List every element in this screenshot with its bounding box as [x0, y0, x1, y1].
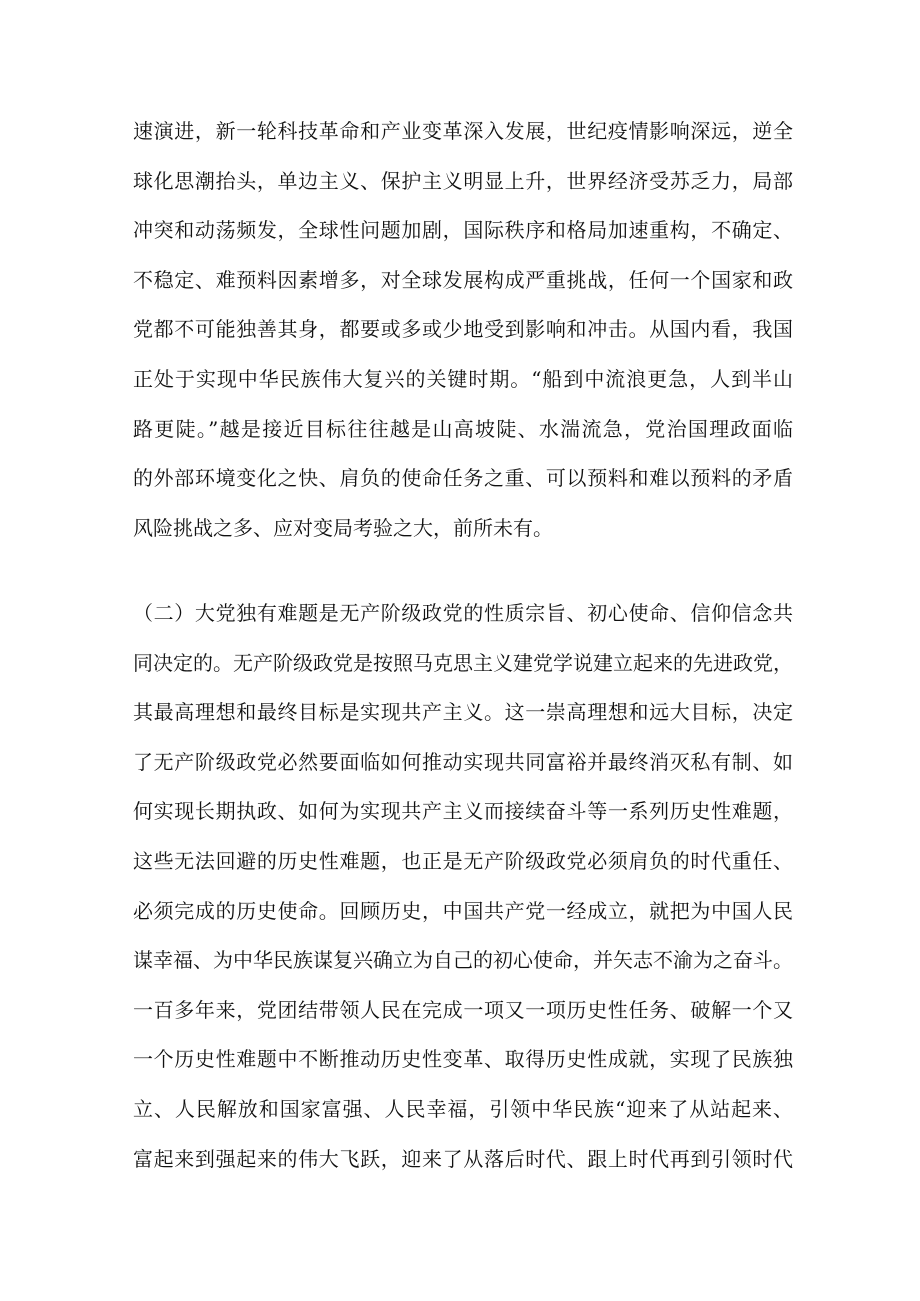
text-line: 路更陡。”越是接近目标往往越是山高坡陡、水湍流急，党治国理政面临	[133, 416, 793, 441]
text-line: 正处于实现中华民族伟大复兴的关键时期。“船到中流浪更急，人到半山	[133, 366, 793, 391]
text-line: （二）大党独有难题是无产阶级政党的性质宗旨、初心使命、信仰信念共	[133, 601, 793, 625]
text-line: 必须完成的历史使命。回顾历史，中国共产党一经成立，就把为中国人民	[133, 898, 793, 923]
paragraph-1	[133, 107, 793, 553]
text-line: 何实现长期执政、如何为实现共产主义而接续奋斗等一系列历史性难题，	[133, 799, 793, 824]
text-line: 速演进，新一轮科技革命和产业变革深入发展，世纪疫情影响深远，逆全	[133, 119, 793, 143]
text-line: 一百多年来，党团结带领人民在完成一项又一项历史性任务、破解一个又	[133, 997, 793, 1022]
text-line: 一个历史性难题中不断推动历史性变革、取得历史性成就，实现了民族独	[133, 1047, 793, 1072]
text-line: 不稳定、难预料因素增多，对全球发展构成严重挑战，任何一个国家和政	[133, 267, 793, 292]
text-line: 立、人民解放和国家富强、人民幸福，引领中华民族“迎来了从站起来、	[133, 1096, 793, 1121]
text-line: 冲突和动荡频发，全球性问题加剧，国际秩序和格局加速重构，不确定、	[133, 218, 793, 243]
text-line: 同决定的。无产阶级政党是按照马克思主义建党学说建立起来的先进政党，	[133, 650, 793, 675]
text-line: 球化思潮抬头，单边主义、保护主义明显上升，世界经济受苏乏力，局部	[133, 168, 793, 193]
text-line: 富起来到强起来的伟大飞跃，迎来了从落后时代、跟上时代再到引领时代	[133, 1146, 793, 1171]
text-line: 风险挑战之多、应对变局考验之大，前所未有。	[133, 515, 553, 540]
text-line: 谋幸福、为中华民族谋复兴确立为自己的初心使命，并矢志不渝为之奋斗。	[133, 948, 793, 973]
text-line: 党都不可能独善其身，都要或多或少地受到影响和冲击。从国内看，我国	[133, 317, 793, 342]
text-line: 其最高理想和最终目标是实现共产主义。这一崇高理想和远大目标，决定	[133, 700, 793, 725]
text-line: 这些无法回避的历史性难题，也正是无产阶级政党必须肩负的时代重任、	[133, 848, 793, 873]
text-line: 了无产阶级政党必然要面临如何推动实现共同富裕并最终消灭私有制、如	[133, 749, 793, 774]
text-line: 的外部环境变化之快、肩负的使命任务之重、可以预料和难以预料的矛盾	[133, 466, 793, 491]
paragraph-2	[133, 589, 793, 1184]
